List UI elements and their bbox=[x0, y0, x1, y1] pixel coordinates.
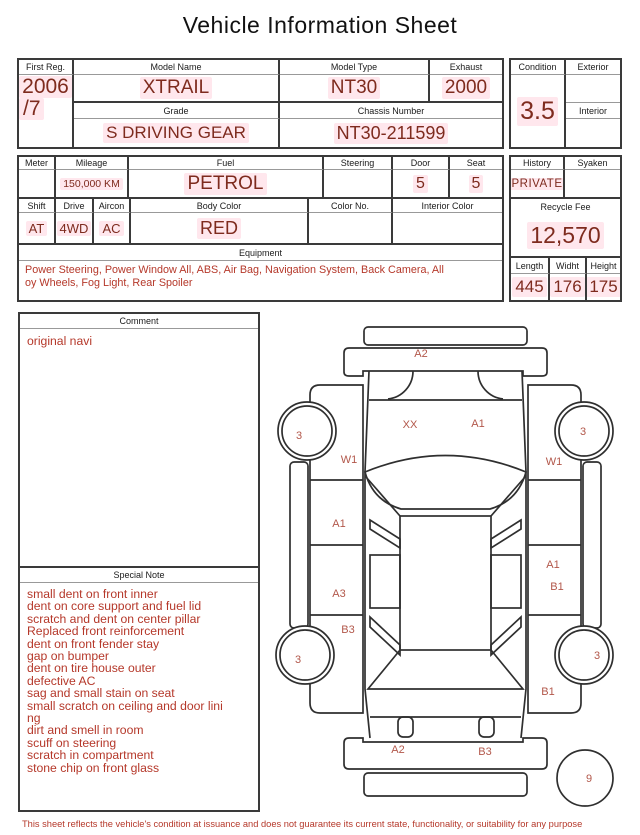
special-note-item: Replaced front reinforcement bbox=[27, 624, 185, 639]
hood-right-code: A1 bbox=[471, 418, 485, 430]
syaken-value bbox=[565, 170, 620, 197]
fuel-label: Fuel bbox=[129, 157, 324, 170]
special-note-item: dirt and smell in room bbox=[27, 723, 144, 738]
first-reg-label: First Reg. bbox=[19, 60, 74, 75]
chassis-number-label: Chassis Number bbox=[280, 103, 502, 119]
drive-value: 4WD bbox=[56, 213, 94, 243]
car-damage-diagram bbox=[270, 315, 635, 813]
left-front-window bbox=[370, 520, 400, 548]
recycle-fee-section bbox=[511, 199, 620, 258]
equipment-text bbox=[19, 261, 502, 300]
rear-right-wheel-code: 3 bbox=[593, 650, 601, 662]
seat-value: 5 bbox=[450, 170, 502, 197]
right-rocker-panel bbox=[583, 462, 601, 628]
left-door-window bbox=[370, 555, 400, 608]
left-quarter-code: B3 bbox=[341, 624, 355, 636]
interior-label: Interior bbox=[566, 102, 620, 119]
door-value: 5 bbox=[393, 170, 450, 197]
vehicle-spec-table bbox=[17, 155, 504, 302]
condition-value: 3.5 bbox=[511, 75, 566, 147]
front-left-wheel bbox=[278, 402, 336, 460]
special-note-item: dent on front fender stay bbox=[27, 636, 160, 651]
first-reg-year: 2006 bbox=[19, 76, 72, 98]
right-a-pillar bbox=[491, 477, 525, 516]
mileage-value: 150,000 KM bbox=[56, 170, 129, 197]
front-bumper bbox=[344, 348, 547, 376]
shift-label: Shift bbox=[19, 199, 56, 213]
mileage-label: Mileage bbox=[56, 157, 129, 170]
comment-label: Comment bbox=[20, 314, 258, 329]
fuel-value: PETROL bbox=[129, 170, 324, 197]
condition-box bbox=[509, 58, 622, 149]
front-left-wheel-code: 3 bbox=[295, 430, 303, 442]
left-headlight-arc bbox=[388, 371, 413, 399]
special-note-item: scratch in compartment bbox=[27, 748, 154, 763]
front-bumper-lip bbox=[364, 327, 527, 345]
right-door-window bbox=[491, 555, 521, 608]
history-fee-box bbox=[509, 155, 622, 302]
interior-color-label: Interior Color bbox=[393, 199, 502, 213]
aircon-label: Aircon bbox=[94, 199, 131, 213]
recycle-fee-value: 12,570 bbox=[511, 215, 620, 256]
height-label: Height bbox=[587, 258, 620, 274]
rear-glass bbox=[368, 650, 523, 689]
history-label: History bbox=[511, 157, 565, 170]
width-label: Widht bbox=[550, 258, 587, 274]
equipment-line-2: oy Wheels, Fog Light, Rear Spoiler bbox=[25, 276, 193, 289]
left-tail-lamp bbox=[398, 717, 413, 737]
color-no-label: Color No. bbox=[309, 199, 393, 213]
width-value: 176 bbox=[550, 274, 587, 300]
special-note-item: defective AC bbox=[27, 673, 96, 688]
exhaust-value: 2000 bbox=[430, 75, 502, 103]
recycle-fee-label: Recycle Fee bbox=[540, 202, 591, 212]
right-rear-door-code-a: A1 bbox=[546, 559, 560, 571]
meter-label: Meter bbox=[19, 157, 56, 170]
special-note-list bbox=[20, 583, 258, 810]
equipment-label: Equipment bbox=[19, 245, 502, 261]
body-color-label: Body Color bbox=[131, 199, 309, 213]
spec-row-2 bbox=[19, 199, 502, 245]
special-note-item: scratch and dent on center pillar bbox=[27, 611, 201, 626]
windshield bbox=[365, 456, 526, 510]
grade-value: S DRIVING GEAR bbox=[74, 119, 280, 147]
right-fender-code: W1 bbox=[545, 456, 563, 468]
model-name-value: XTRAIL bbox=[74, 75, 280, 103]
interior-color-value bbox=[393, 213, 502, 243]
special-note-item: ng bbox=[27, 711, 41, 726]
steering-label: Steering bbox=[324, 157, 393, 170]
vehicle-identity-table bbox=[17, 58, 504, 149]
height-value: 175 bbox=[587, 274, 620, 300]
hood-left-code: XX bbox=[402, 419, 418, 431]
door-label: Door bbox=[393, 157, 450, 170]
special-note-item: gap on bumper bbox=[27, 649, 109, 664]
special-note-item: small scratch on ceiling and door lini bbox=[27, 698, 223, 713]
left-rear-door-code: A3 bbox=[332, 588, 346, 600]
body-color-value: RED bbox=[131, 213, 309, 243]
model-name-label: Model Name bbox=[74, 60, 280, 75]
exhaust-label: Exhaust bbox=[430, 60, 502, 75]
left-front-door-code: A1 bbox=[332, 518, 346, 530]
seat-label: Seat bbox=[450, 157, 502, 170]
special-note-item: dent on core support and fuel lid bbox=[27, 599, 202, 614]
spare-wheel-code: 9 bbox=[585, 773, 593, 785]
model-type-value: NT30 bbox=[280, 75, 430, 103]
steering-value bbox=[324, 170, 393, 197]
left-fender-code: W1 bbox=[340, 454, 358, 466]
rear-bumper-right-code: B3 bbox=[478, 746, 492, 758]
special-note-item: stone chip on front glass bbox=[27, 760, 160, 775]
special-note-item: small dent on front inner bbox=[27, 587, 158, 601]
meter-value bbox=[19, 170, 56, 197]
condition-label: Condition bbox=[511, 60, 566, 75]
right-headlight-arc bbox=[478, 371, 503, 399]
right-rear-door-code-b: B1 bbox=[550, 581, 564, 593]
left-rear-window bbox=[370, 617, 400, 655]
first-reg-month: /7 bbox=[19, 98, 44, 120]
shift-value: AT bbox=[19, 213, 56, 243]
rear-bumper-left-code: A2 bbox=[391, 744, 405, 756]
special-note-label: Special Note bbox=[20, 566, 258, 583]
rear-right-wheel bbox=[555, 626, 613, 684]
syaken-label: Syaken bbox=[565, 157, 620, 170]
roof bbox=[400, 516, 491, 650]
rear-bumper bbox=[344, 738, 547, 769]
special-note-item: dent on tire house outer bbox=[27, 661, 156, 676]
aircon-value: AC bbox=[94, 213, 131, 243]
equipment-line-1: Power Steering, Power Window All, ABS, Air Bag, Navigation System, Back Camera, All bbox=[25, 264, 444, 276]
model-type-label: Model Type bbox=[280, 60, 430, 75]
grade-label: Grade bbox=[74, 103, 280, 119]
comment-text: original navi bbox=[27, 334, 93, 348]
history-value: PRIVATE bbox=[511, 170, 565, 197]
left-rocker-panel bbox=[290, 462, 308, 628]
front-bumper-code: A2 bbox=[414, 348, 428, 360]
disclaimer: This sheet reflects the vehicle's condition at issuance and does not guarantee its current state, functionality, or suitability for any purpose bbox=[22, 819, 583, 829]
history-row bbox=[511, 157, 620, 199]
right-tail-lamp bbox=[479, 717, 494, 737]
first-reg-value bbox=[19, 75, 74, 147]
spec-row-1 bbox=[19, 157, 502, 199]
drive-label: Drive bbox=[56, 199, 94, 213]
right-rear-window bbox=[491, 617, 521, 655]
right-panel-dividers bbox=[528, 480, 581, 615]
length-value: 445 bbox=[511, 274, 550, 300]
exterior-value bbox=[566, 75, 620, 102]
rear-bumper-lip bbox=[364, 773, 527, 796]
exterior-label: Exterior bbox=[566, 60, 620, 75]
special-note-item: sag and small stain on seat bbox=[27, 686, 175, 701]
right-front-window bbox=[491, 520, 521, 548]
right-quarter-code: B1 bbox=[541, 686, 555, 698]
left-a-pillar bbox=[366, 477, 400, 516]
front-right-wheel-code: 3 bbox=[579, 426, 587, 438]
chassis-number-value: NT30-211599 bbox=[280, 119, 502, 147]
rear-left-wheel-code: 3 bbox=[294, 654, 302, 666]
dimensions-section bbox=[511, 258, 620, 300]
special-note-item: scuff on steering bbox=[27, 735, 117, 750]
length-label: Length bbox=[511, 258, 550, 274]
interior-value bbox=[566, 119, 620, 147]
rear-left-wheel bbox=[276, 626, 334, 684]
color-no-value bbox=[309, 213, 393, 243]
comment-note-box bbox=[18, 312, 260, 812]
page-title: Vehicle Information Sheet bbox=[182, 12, 458, 38]
